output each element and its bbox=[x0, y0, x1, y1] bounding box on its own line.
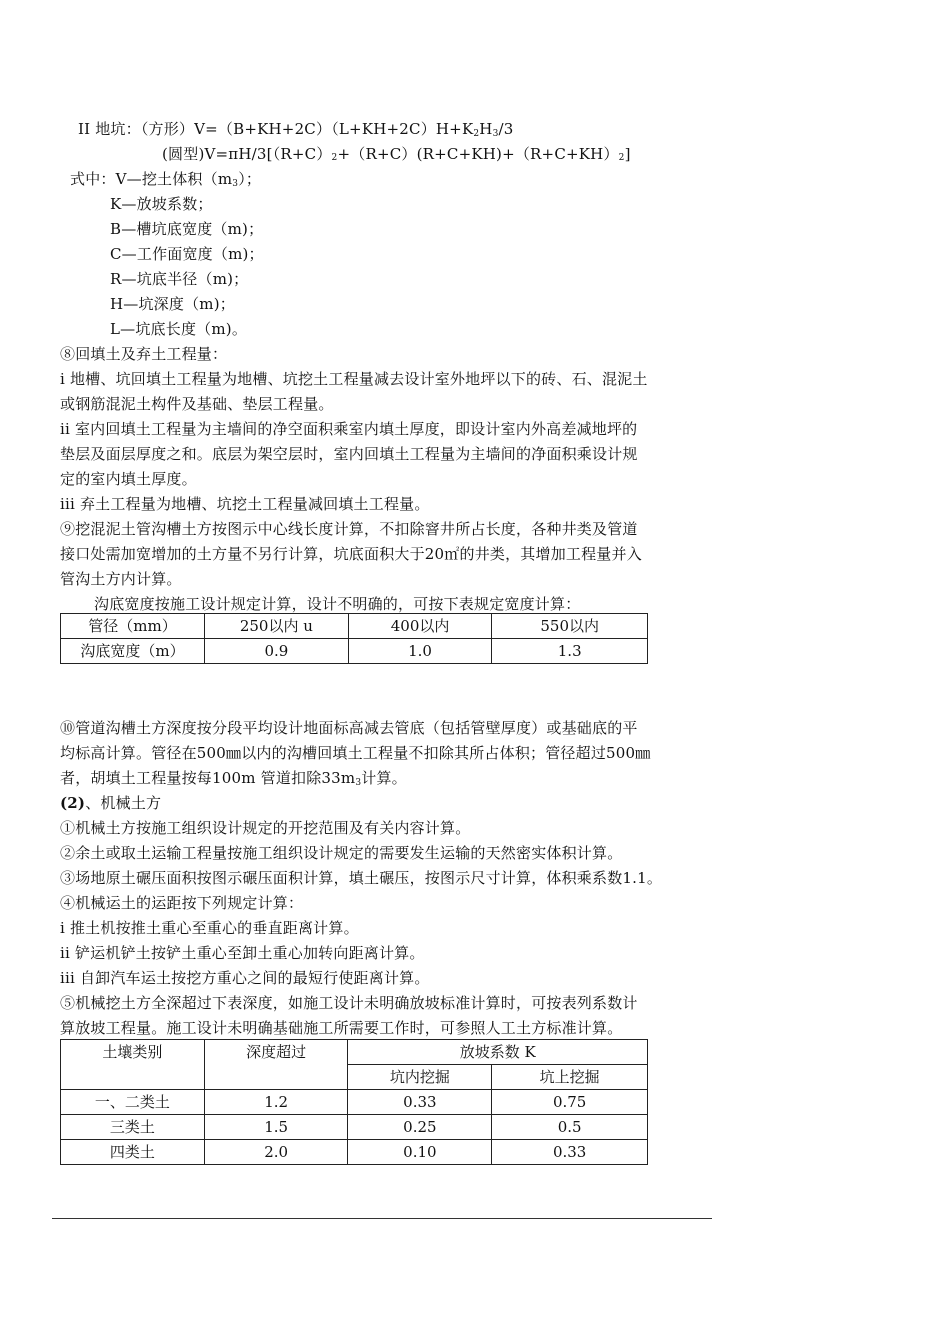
legend-intro bbox=[70, 170, 261, 193]
legend-item-l: L—坑底长度（m)。 bbox=[110, 320, 248, 338]
slope-coefficient-table bbox=[60, 1039, 648, 1165]
section-title-text: 、机械土方 bbox=[85, 794, 162, 812]
table-cell: 四类土 bbox=[61, 1140, 205, 1165]
section-8-item-ii-line1: ii 室内回填土工程量为主墙间的净空面积乘室内填土厚度，即设计室内外高差减地坪的 bbox=[60, 420, 638, 438]
table-cell: 550以内 bbox=[492, 614, 648, 639]
table-header-row bbox=[61, 1040, 648, 1065]
subscript: 3 bbox=[355, 778, 362, 788]
formula-text: +（R+C）(R+C+KH)+（R+C+KH） bbox=[337, 145, 619, 163]
subscript: 3 bbox=[232, 179, 239, 189]
formula-text: H bbox=[479, 120, 493, 138]
section-8-item-ii-line3: 定的室内填土厚度。 bbox=[60, 470, 197, 488]
mech-item-4-i: i 推土机按推土重心至重心的垂直距离计算。 bbox=[60, 919, 359, 937]
formula-round-pit bbox=[162, 145, 631, 167]
mech-item-5-line1: ⑤机械挖土方全深超过下表深度，如施工设计未明确放坡标准计算时，可按表列系数计 bbox=[60, 994, 638, 1012]
mech-item-4-iii: iii 自卸汽车运土按挖方重心之间的最短行使距离计算。 bbox=[60, 969, 430, 987]
section-8-item-ii-line2: 垫层及面层厚度之和。底层为架空层时，室内回填土工程量为主墙间的净面积乘设计规 bbox=[60, 445, 638, 463]
table-cell: 1.2 bbox=[204, 1090, 348, 1115]
table-row bbox=[61, 1140, 648, 1165]
section-10-text: 者，胡填土工程量按每100m 管道扣除33m bbox=[60, 769, 356, 787]
mech-item-1: ①机械土方按施工组织设计规定的开挖范围及有关内容计算。 bbox=[60, 819, 471, 837]
section-9-line1: ⑨挖混泥土管沟槽土方按图示中心线长度计算，不扣除窨井所占长度，各种井类及管道 bbox=[60, 520, 638, 538]
table-cell: 沟底宽度（m） bbox=[61, 639, 205, 664]
table-cell: 0.33 bbox=[348, 1090, 492, 1115]
section-9-line4: 沟底宽度按施工设计规定计算，设计不明确的，可按下表规定宽度计算： bbox=[94, 595, 581, 613]
table-row bbox=[61, 639, 648, 664]
table-header-soil-type: 土壤类别 bbox=[61, 1040, 205, 1090]
legend-item-k: K—放坡系数； bbox=[110, 195, 213, 213]
table-row bbox=[61, 1115, 648, 1140]
formula-text: (圆型)V=πH/3[（R+C） bbox=[162, 145, 332, 163]
mech-item-4: ④机械运土的运距按下列规定计算： bbox=[60, 894, 304, 912]
legend-item-h: H—坑深度（m)； bbox=[110, 295, 235, 313]
section-8-title: ⑧回填土及弃土工程量： bbox=[60, 345, 228, 363]
section-10-line3 bbox=[60, 769, 407, 792]
mech-item-5-line2: 算放坡工程量。施工设计未明确基础施工所需要工作时，可参照人工土方标准计算。 bbox=[60, 1019, 623, 1037]
formula-square-pit bbox=[78, 120, 514, 143]
table-cell: 1.0 bbox=[348, 639, 492, 664]
section-8-item-iii: iii 弃土工程量为地槽、坑挖土工程量减回填土工程量。 bbox=[60, 495, 430, 513]
legend-text: 式中：V—挖土体积（m bbox=[70, 170, 233, 188]
footer-divider bbox=[52, 1218, 712, 1219]
table-cell: 0.9 bbox=[205, 639, 349, 664]
table-cell: 400以内 bbox=[348, 614, 492, 639]
section-10-line1: ⑩管道沟槽土方深度按分段平均设计地面标高减去管底（包括管壁厚度）或基础底的平 bbox=[60, 719, 638, 737]
table-cell: 0.75 bbox=[492, 1090, 648, 1115]
mech-item-4-ii: ii 铲运机铲土按铲土重心至卸土重心加转向距离计算。 bbox=[60, 944, 425, 962]
section-9-line2: 接口处需加宽增加的土方量不另行计算，坑底面积大于20㎡的井类，其增加工程量并入 bbox=[60, 545, 642, 563]
table-header-on-pit: 坑上挖掘 bbox=[492, 1065, 648, 1090]
legend-item-c: C—工作面宽度（m)； bbox=[110, 245, 264, 263]
table-cell: 0.33 bbox=[492, 1140, 648, 1165]
legend-text: ）； bbox=[238, 170, 262, 188]
superscript: 2 bbox=[331, 153, 338, 163]
table-cell: 三类土 bbox=[61, 1115, 205, 1140]
table-cell: 1.3 bbox=[492, 639, 648, 664]
table-row bbox=[61, 1090, 648, 1115]
table-cell: 0.5 bbox=[492, 1115, 648, 1140]
mech-item-2: ②余土或取土运输工程量按施工组织设计规定的需要发生运输的天然密实体积计算。 bbox=[60, 844, 623, 862]
subscript: 2 bbox=[473, 129, 480, 139]
section-9-line3: 管沟土方内计算。 bbox=[60, 570, 182, 588]
legend-item-r: R—坑底半径（m)； bbox=[110, 270, 249, 288]
section-10-line2: 均标高计算。管径在500㎜以内的沟槽回填土工程量不扣除其所占体积；管径超过500㎜ bbox=[60, 744, 651, 762]
table-cell: 0.25 bbox=[348, 1115, 492, 1140]
table-header-slope-k: 放坡系数 K bbox=[348, 1040, 648, 1065]
subscript: 3 bbox=[492, 129, 499, 139]
formula-text: ] bbox=[624, 145, 631, 163]
table-cell: 250以内 u bbox=[205, 614, 349, 639]
table-cell: 1.5 bbox=[204, 1115, 348, 1140]
table-cell: 0.10 bbox=[348, 1140, 492, 1165]
superscript: 2 bbox=[618, 153, 625, 163]
section-number: (2) bbox=[60, 794, 86, 812]
section-mech-title bbox=[60, 794, 161, 812]
formula-text: /3 bbox=[498, 120, 514, 138]
table-header-depth: 深度超过 bbox=[204, 1040, 348, 1090]
trench-width-table bbox=[60, 613, 648, 664]
table-cell: 一、二类土 bbox=[61, 1090, 205, 1115]
formula-text: II 地坑：（方形）V=（B+KH+2C）（L+KH+2C）H+K bbox=[78, 120, 474, 138]
table-header-row bbox=[61, 614, 648, 639]
table-cell: 管径（mm） bbox=[61, 614, 205, 639]
section-8-item-i-line2: 或钢筋混泥土构件及基础、垫层工程量。 bbox=[60, 395, 334, 413]
section-8-item-i-line1: i 地槽、坑回填土工程量为地槽、坑挖土工程量减去设计室外地坪以下的砖、石、混泥土 bbox=[60, 370, 648, 388]
section-10-text: 计算。 bbox=[361, 769, 407, 787]
legend-item-b: B—槽坑底宽度（m)； bbox=[110, 220, 264, 238]
table-cell: 2.0 bbox=[204, 1140, 348, 1165]
mech-item-3: ③场地原土碾压面积按图示碾压面积计算，填土碾压，按图示尺寸计算，体积乘系数1.1。 bbox=[60, 869, 663, 887]
table-header-inside-pit: 坑内挖掘 bbox=[348, 1065, 492, 1090]
